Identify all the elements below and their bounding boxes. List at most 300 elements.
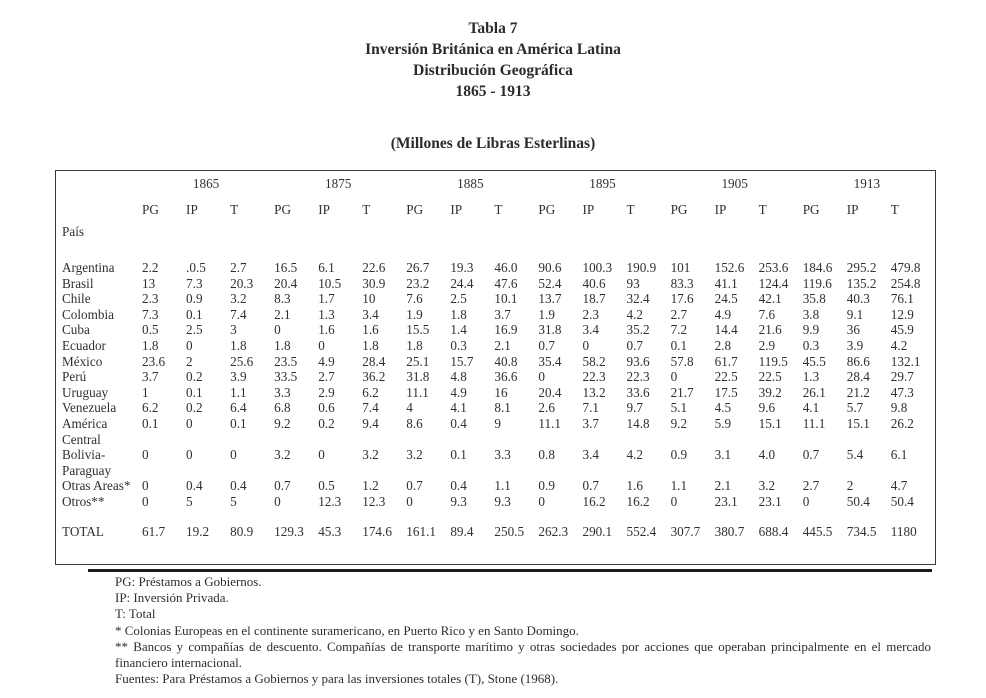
empty-cell [60,244,933,260]
value-cell: 3.3 [274,384,291,400]
value-cell: 119.5 [758,353,788,369]
value-cell: 4.5 [714,400,732,416]
value-cell: 7.4 [230,306,247,322]
value-cell: 28.4 [362,353,386,369]
value-cell: 0 [318,447,325,463]
value-cell: 3.9 [846,337,864,353]
value-cell: 15.5 [406,322,430,338]
value-cell: 14.4 [714,322,738,338]
value-cell: 190.9 [626,260,657,275]
value-cell: 6.4 [230,400,247,416]
value-cell: 0.1 [230,415,247,431]
value-cell: 0 [582,337,590,353]
value-cell: 1.2 [362,478,379,494]
value-cell: 295.2 [846,260,877,275]
corner-cell [60,176,140,202]
value-cell: 18.7 [582,291,606,307]
value-cell: 6.2 [362,384,379,400]
value-cell: 0.7 [802,447,820,463]
col-header-ip: IP [714,202,727,217]
value-cell: 32.4 [626,291,650,307]
value-cell: 0 [802,493,810,509]
value-cell: 13.2 [582,384,606,400]
table-row [60,307,933,323]
value-cell: 46.0 [494,260,518,275]
year-header-row [60,176,933,202]
pais-label-row [60,224,933,244]
total-value-cell: 552.4 [626,523,657,539]
empty-cell [60,510,933,524]
footnote-t: T: Total [115,606,156,622]
year-header: 1913 [853,176,881,191]
value-cell: 90.6 [538,260,562,275]
country-name: América Central [62,415,108,447]
value-cell: 13 [142,275,156,291]
value-cell: 3.4 [362,306,379,322]
value-cell: 5.1 [670,400,688,416]
value-cell: 0.2 [318,415,335,431]
value-cell: 23.6 [142,353,166,369]
value-cell: 29.7 [890,369,914,385]
value-cell: 50.4 [890,493,914,509]
value-cell: 21.7 [670,384,694,400]
value-cell: 11.1 [406,384,429,400]
total-value-cell: 89.4 [450,523,474,539]
value-cell: 9.2 [274,415,291,431]
value-cell: 45.5 [802,353,826,369]
value-cell: 4.0 [758,447,776,463]
col-header-ip: IP [318,202,330,217]
value-cell: 2 [846,478,854,494]
value-cell: 0.9 [186,291,203,307]
value-cell: 6.2 [142,400,159,416]
country-name: Chile [62,291,91,307]
value-cell: 13.7 [538,291,562,307]
value-cell: 0.9 [538,478,555,494]
pais-label: País [62,224,84,239]
value-cell: 1.6 [318,322,335,338]
total-value-cell: 174.6 [362,523,392,539]
value-cell: 124.4 [758,275,789,291]
table-row [60,494,933,510]
footnote-star: * Colonias Europeas en el continente suramericano, en Puerto Rico y en Santo Domingo. [115,622,579,638]
value-cell: 19.3 [450,260,474,275]
value-cell: 3.3 [494,447,511,463]
value-cell: 25.1 [406,353,430,369]
value-cell: 3 [230,322,237,338]
value-cell: 152.6 [714,260,745,275]
value-cell: 2.3 [142,291,159,307]
value-cell: 16.9 [494,322,518,338]
value-cell: 1.8 [406,337,423,353]
country-name: Bolivia-Paraguay [62,447,112,478]
value-cell: 1.8 [142,337,159,353]
value-cell: 1.1 [230,384,247,400]
value-cell: 3.4 [582,322,599,338]
col-header-t: T [494,202,503,217]
value-cell: 0.4 [230,478,247,494]
table-row [60,322,933,338]
value-cell: 2.7 [802,478,820,494]
col-header-t: T [758,202,767,217]
value-cell: 10.1 [494,291,518,307]
value-cell: 17.5 [714,384,738,400]
total-value-cell: 307.7 [670,523,701,539]
total-spacer-row [60,510,933,524]
value-cell: 7.6 [406,291,423,307]
value-cell: 50.4 [846,493,870,509]
year-header: 1895 [589,176,616,191]
value-cell: 23.5 [274,353,298,369]
total-value-cell: 45.3 [318,523,342,539]
value-cell: 7.1 [582,400,599,416]
value-cell: 11.1 [802,415,826,431]
value-cell: 1.6 [362,322,379,338]
table-title [0,0,986,102]
value-cell: 0 [538,369,546,385]
value-cell: 3.9 [230,369,247,385]
table-foot [60,510,933,540]
value-cell: 2.7 [230,260,247,275]
value-cell: 0 [142,447,149,463]
value-cell: 2.2 [142,260,159,275]
value-cell: 0.6 [318,400,335,416]
value-cell: 1.8 [274,337,291,353]
total-value-cell: 19.2 [186,523,210,539]
value-cell: .0.5 [186,260,206,275]
value-cell: 40.6 [582,275,606,291]
value-cell: 9.6 [758,400,776,416]
year-header: 1905 [721,176,748,191]
table-row [60,338,933,354]
footnote-pg: PG: Préstamos a Gobiernos. [115,574,262,589]
value-cell: 0 [186,337,193,353]
value-cell: 15.7 [450,353,474,369]
col-header-pg: PG [538,202,556,217]
value-cell: 10.5 [318,275,342,291]
value-cell: 4.2 [626,447,643,463]
value-cell: 42.1 [758,291,782,307]
value-cell: 0.1 [450,447,467,463]
value-cell: 22.5 [758,369,782,385]
value-cell: 26.2 [890,415,914,431]
value-cell: 52.4 [538,275,562,291]
total-row [60,524,933,540]
year-header: 1885 [457,176,484,191]
value-cell: 10 [362,291,376,307]
value-cell: 0.4 [450,478,467,494]
value-cell: 2.7 [670,306,688,322]
footnote-double-star: ** Bancos y compañías de descuento. Compañías de transporte marítimo y otras sociedades por acciones que operaban principalmente en el mercado financiero internacional. [115,638,931,671]
value-cell: 0.7 [406,478,423,494]
value-cell: 0 [186,415,193,431]
value-cell: 7.3 [186,275,203,291]
value-cell: 6.1 [890,447,908,463]
empty-cell [140,224,933,244]
value-cell: 2.8 [714,337,732,353]
value-cell: 12.9 [890,306,914,322]
value-cell: 184.6 [802,260,833,275]
value-cell: 0.9 [670,447,688,463]
country-name: Argentina [62,260,115,275]
total-value-cell: 262.3 [538,523,569,539]
total-value-cell: 734.5 [846,523,877,539]
value-cell: 31.8 [406,369,430,385]
value-cell: 6.1 [318,260,335,275]
value-cell: 31.8 [538,322,562,338]
investment-table [60,176,933,539]
total-value-cell: 61.7 [142,523,166,539]
footnote-sources: Fuentes: Para Préstamos a Gobiernos y para las inversiones totales (T), Stone (1968). [115,671,559,687]
value-cell: 5 [186,493,193,509]
value-cell: 0.1 [186,306,203,322]
value-cell: 16.5 [274,260,298,275]
value-cell: 4.9 [318,353,335,369]
value-cell: 2.9 [758,337,776,353]
value-cell: 0.2 [186,400,203,416]
value-cell: 1.3 [318,306,335,322]
value-cell: 33.5 [274,369,298,385]
value-cell: 15.1 [846,415,870,431]
value-cell: 101 [670,260,691,275]
subcol-header-row [60,202,933,224]
value-cell: 4 [406,400,413,416]
value-cell: 47.3 [890,384,914,400]
value-cell: 9 [494,415,501,431]
value-cell: 36.2 [362,369,386,385]
value-cell: 0 [670,369,678,385]
value-cell: 135.2 [846,275,877,291]
value-cell: 45.9 [890,322,914,338]
value-cell: 479.8 [890,260,921,275]
value-cell: 23.1 [758,493,782,509]
units-subtitle: (Millones de Libras Esterlinas) [390,135,596,152]
value-cell: 9.4 [362,415,379,431]
value-cell: 28.4 [846,369,870,385]
value-cell: 86.6 [846,353,870,369]
value-cell: 4.9 [714,306,732,322]
value-cell: 3.7 [582,415,599,431]
value-cell: 35.4 [538,353,562,369]
title-line-4: 1865 - 1913 [455,83,531,100]
value-cell: 3.7 [142,369,159,385]
col-header-ip: IP [450,202,463,217]
value-cell: 5.4 [846,447,864,463]
value-cell: 61.7 [714,353,738,369]
value-cell: 1.6 [626,478,643,494]
value-cell: 40.3 [846,291,870,307]
value-cell: 22.5 [714,369,738,385]
col-header-t: T [890,202,899,217]
value-cell: 0 [142,478,149,494]
value-cell: 2.5 [450,291,467,307]
value-cell: 5 [230,493,237,509]
value-cell: 16 [494,384,508,400]
value-cell: 1 [142,384,149,400]
value-cell: 58.2 [582,353,606,369]
country-name: México [62,353,103,369]
footnote-divider [88,569,932,572]
value-cell: 35.8 [802,291,826,307]
value-cell: 26.7 [406,260,430,275]
value-cell: 36 [846,322,860,338]
value-cell: 3.1 [714,447,732,463]
table-row [60,385,933,401]
value-cell: 0.4 [450,415,467,431]
value-cell: 0.7 [626,337,643,353]
year-header: 1865 [192,176,220,191]
value-cell: 0 [186,447,193,463]
value-cell: 3.8 [802,306,820,322]
value-cell: 0.5 [318,478,335,494]
country-name: Colombia [62,306,115,322]
col-header-pg: PG [406,202,424,217]
value-cell: 9.3 [450,493,467,509]
value-cell: 0.1 [142,415,159,431]
value-cell: 30.9 [362,275,386,291]
value-cell: 1.9 [406,306,423,322]
title-line-1: Tabla 7 [468,20,518,37]
footnote-ip: IP: Inversión Privada. [115,590,229,606]
value-cell: 2.5 [186,322,203,338]
title-line-2: Inversión Británica en América Latina [365,41,621,58]
total-value-cell: 380.7 [714,523,745,539]
value-cell: 26.1 [802,384,826,400]
table-row [60,447,933,478]
value-cell: 3.2 [362,447,379,463]
value-cell: 0.4 [186,478,203,494]
value-cell: 35.2 [626,322,650,338]
header-spacer-row [60,244,933,260]
value-cell: 0.1 [670,337,688,353]
value-cell: 24.4 [450,275,474,291]
value-cell: 2.3 [582,306,599,322]
value-cell: 40.8 [494,353,518,369]
data-table-container [55,170,936,565]
value-cell: 0.7 [274,478,291,494]
country-name: Brasil [62,275,94,291]
value-cell: 93 [626,275,640,291]
value-cell: 25.6 [230,353,254,369]
col-header-t: T [362,202,371,217]
value-cell: 17.6 [670,291,694,307]
value-cell: 1.4 [450,322,467,338]
value-cell: 0.3 [802,337,820,353]
value-cell: 0.1 [186,384,203,400]
country-name: Uruguay [62,384,109,400]
value-cell: 0.8 [538,447,555,463]
col-header-ip: IP [846,202,859,217]
value-cell: 9.1 [846,306,864,322]
value-cell: 1.1 [670,478,688,494]
table-row [60,260,933,276]
value-cell: 9.2 [670,415,688,431]
value-cell: 9.3 [494,493,511,509]
value-cell: 0.3 [450,337,467,353]
value-cell: 0 [670,493,678,509]
table-row [60,369,933,385]
value-cell: 1.8 [362,337,379,353]
value-cell: 0 [406,493,413,509]
total-value-cell: 1180 [890,523,917,539]
title-line-3: Distribución Geográfica [413,62,573,79]
value-cell: 4.9 [450,384,467,400]
value-cell: 1.7 [318,291,335,307]
table-row [60,400,933,416]
value-cell: 253.6 [758,260,789,275]
table-row [60,416,933,447]
value-cell: 14.8 [626,415,650,431]
value-cell: 0 [274,322,281,338]
value-cell: 8.3 [274,291,291,307]
value-cell: 0 [142,493,149,509]
value-cell: 2.9 [318,384,335,400]
value-cell: 7.4 [362,400,379,416]
value-cell: 4.1 [450,400,467,416]
value-cell: 12.3 [362,493,386,509]
value-cell: 4.2 [890,337,908,353]
value-cell: 7.3 [142,306,159,322]
value-cell: 1.9 [538,306,555,322]
value-cell: 9.9 [802,322,820,338]
value-cell: 16.2 [582,493,606,509]
corner-cell [60,202,140,224]
col-header-pg: PG [142,202,159,217]
value-cell: 3.7 [494,306,511,322]
value-cell: 3.2 [230,291,247,307]
value-cell: 0.2 [186,369,203,385]
value-cell: 20.4 [538,384,562,400]
value-cell: 5.9 [714,415,732,431]
table-row [60,291,933,307]
value-cell: 4.7 [890,478,908,494]
total-value-cell: 161.1 [406,523,436,539]
value-cell: 4.8 [450,369,467,385]
country-name: Cuba [62,322,90,338]
value-cell: 4.1 [802,400,820,416]
total-value-cell: 688.4 [758,523,789,539]
value-cell: 12.3 [318,493,342,509]
total-value-cell: 80.9 [230,523,254,539]
value-cell: 0.5 [142,322,159,338]
value-cell: 132.1 [890,353,921,369]
value-cell: 76.1 [890,291,914,307]
value-cell: 6.8 [274,400,291,416]
value-cell: 2.6 [538,400,555,416]
value-cell: 2.1 [494,337,511,353]
value-cell: 24.5 [714,291,738,307]
value-cell: 0.7 [582,478,599,494]
value-cell: 0 [538,493,546,509]
col-header-pg: PG [802,202,820,217]
value-cell: 23.1 [714,493,738,509]
value-cell: 3.2 [758,478,776,494]
value-cell: 39.2 [758,384,782,400]
year-header: 1875 [325,176,352,191]
value-cell: 11.1 [538,415,562,431]
col-header-ip: IP [582,202,595,217]
value-cell: 22.6 [362,260,386,275]
value-cell: 0 [274,493,281,509]
value-cell: 9.7 [626,400,643,416]
value-cell: 23.2 [406,275,430,291]
table-row [60,354,933,370]
value-cell: 1.8 [230,337,247,353]
value-cell: 83.3 [670,275,694,291]
country-name: Perú [62,369,87,385]
value-cell: 3.2 [274,447,291,463]
value-cell: 3.4 [582,447,599,463]
